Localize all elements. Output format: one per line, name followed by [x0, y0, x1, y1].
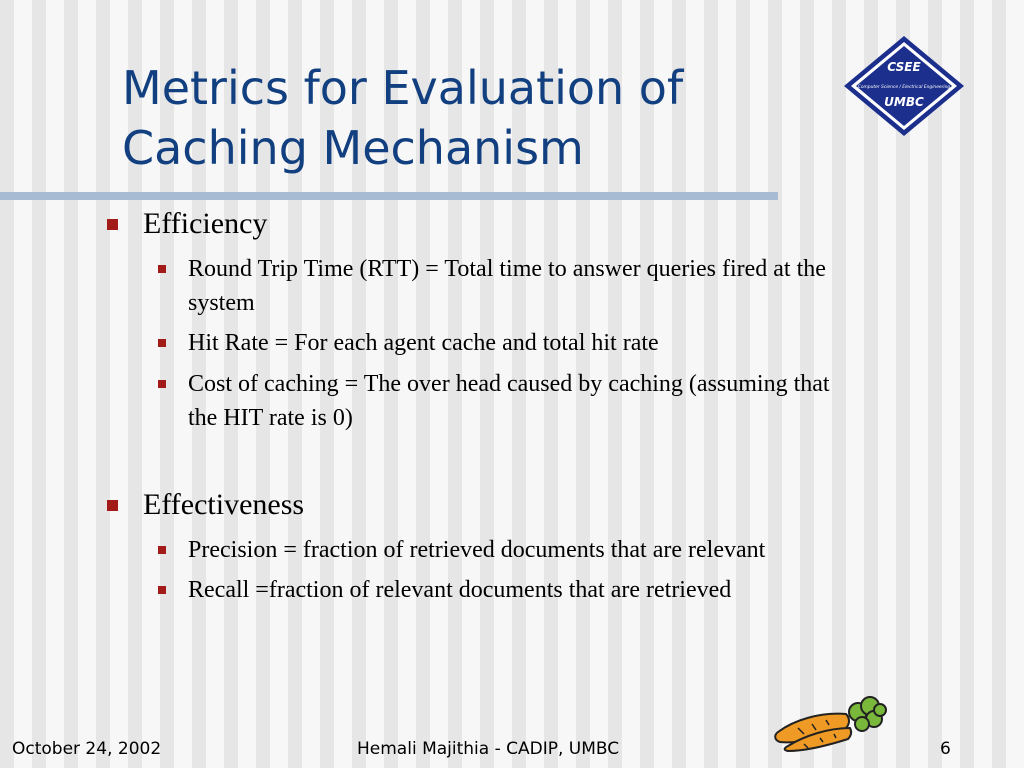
bullet-label: Effectiveness — [143, 488, 305, 521]
square-bullet-icon — [158, 380, 166, 388]
square-bullet-icon — [107, 500, 118, 511]
slide-number: 6 — [940, 739, 951, 759]
square-bullet-icon — [158, 586, 166, 594]
footer-author: Hemali Majithia - CADIP, UMBC — [357, 739, 620, 759]
logo-top-text: CSEE — [887, 60, 921, 74]
subbullet-text-line: system — [188, 290, 255, 316]
carrot-clipart-icon — [774, 694, 888, 752]
logo-subtitle: Computer Science / Electrical Engineering — [857, 85, 951, 90]
title-line-2: Caching Mechanism — [122, 121, 584, 175]
square-bullet-icon — [158, 265, 166, 273]
subbullet-text-line: Cost of caching = The over head caused by caching (assuming that — [188, 371, 830, 397]
subbullet-text-line: Round Trip Time (RTT) = Total time to answer queries fired at the — [188, 256, 826, 282]
subbullet-text-line: the HIT rate is 0) — [188, 405, 353, 431]
bullet-label: Efficiency — [143, 207, 268, 240]
square-bullet-icon — [158, 546, 166, 554]
subbullet-precision — [188, 533, 958, 567]
subbullet-text-line: Recall =fraction of relevant documents that are retrieved — [188, 577, 732, 603]
title-line-1: Metrics for Evaluation of — [122, 61, 684, 115]
square-bullet-icon — [158, 339, 166, 347]
logo-bottom-text: UMBC — [884, 95, 924, 109]
subbullet-hit-rate — [188, 326, 958, 360]
subbullet-text-line: Hit Rate = For each agent cache and total hit rate — [188, 330, 659, 356]
subbullet-text-line: Precision = fraction of retrieved documents that are relevant — [188, 537, 766, 563]
subbullet-rtt — [188, 252, 958, 320]
subbullet-recall — [188, 573, 958, 607]
subbullet-cost-of-caching — [188, 367, 958, 435]
footer-date: October 24, 2002 — [12, 739, 162, 759]
square-bullet-icon — [107, 219, 118, 230]
bullet-effectiveness — [143, 488, 304, 522]
bullet-efficiency — [143, 207, 267, 241]
